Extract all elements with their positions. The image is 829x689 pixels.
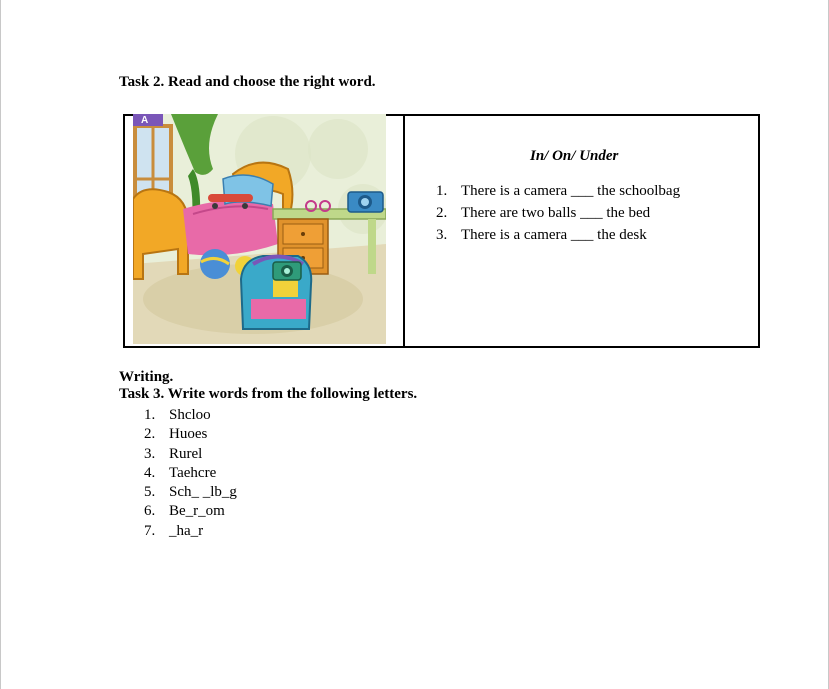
sentence-text: There are two balls ___ the bed — [461, 205, 651, 221]
item-number: 1. — [144, 407, 156, 423]
sentence-text: There is a camera ___ the desk — [461, 227, 647, 243]
item-number: 4. — [144, 464, 156, 481]
item-number: 5. — [144, 484, 156, 501]
sentence-text: There is a camera ___ the schoolbag — [461, 183, 681, 199]
item-number: 6. — [144, 503, 156, 520]
scrambled-word: Huoes — [169, 426, 208, 443]
list-item — [144, 425, 237, 444]
list-item — [144, 445, 237, 464]
item-number: 2. — [144, 426, 156, 443]
item-number: 2. — [436, 205, 448, 221]
list-item — [144, 406, 237, 425]
scrambled-word: Taehcre — [169, 464, 217, 481]
task2-title: Task 2. Read and choose the right word. — [119, 74, 376, 90]
list-item — [144, 483, 237, 502]
picture-corner-label: A — [141, 115, 149, 126]
list-item — [436, 224, 680, 246]
writing-heading: Writing. — [119, 369, 174, 385]
item-number: 3. — [436, 227, 448, 243]
scrambled-word-list — [144, 406, 237, 541]
list-item — [144, 502, 237, 521]
scrambled-word: _ha_r — [169, 522, 204, 539]
table-divider — [403, 114, 405, 346]
list-item — [144, 464, 237, 483]
item-number: 7. — [144, 522, 156, 539]
list-item — [436, 180, 680, 202]
word-options: In/ On/ Under — [530, 148, 619, 164]
list-item — [436, 202, 680, 224]
task3-title: Task 3. Write words from the following letters. — [119, 386, 418, 402]
item-number: 1. — [436, 183, 448, 199]
scrambled-word: Rurel — [169, 445, 203, 462]
scrambled-word: Be_r_om — [169, 503, 225, 520]
page-edge-left — [0, 0, 1, 689]
scrambled-word: Sch_ _lb_g — [169, 484, 237, 501]
list-item — [144, 522, 237, 541]
bedroom-illustration — [133, 114, 386, 344]
sentence-list — [436, 180, 680, 246]
scrambled-word: Shcloo — [169, 407, 211, 423]
item-number: 3. — [144, 445, 156, 462]
